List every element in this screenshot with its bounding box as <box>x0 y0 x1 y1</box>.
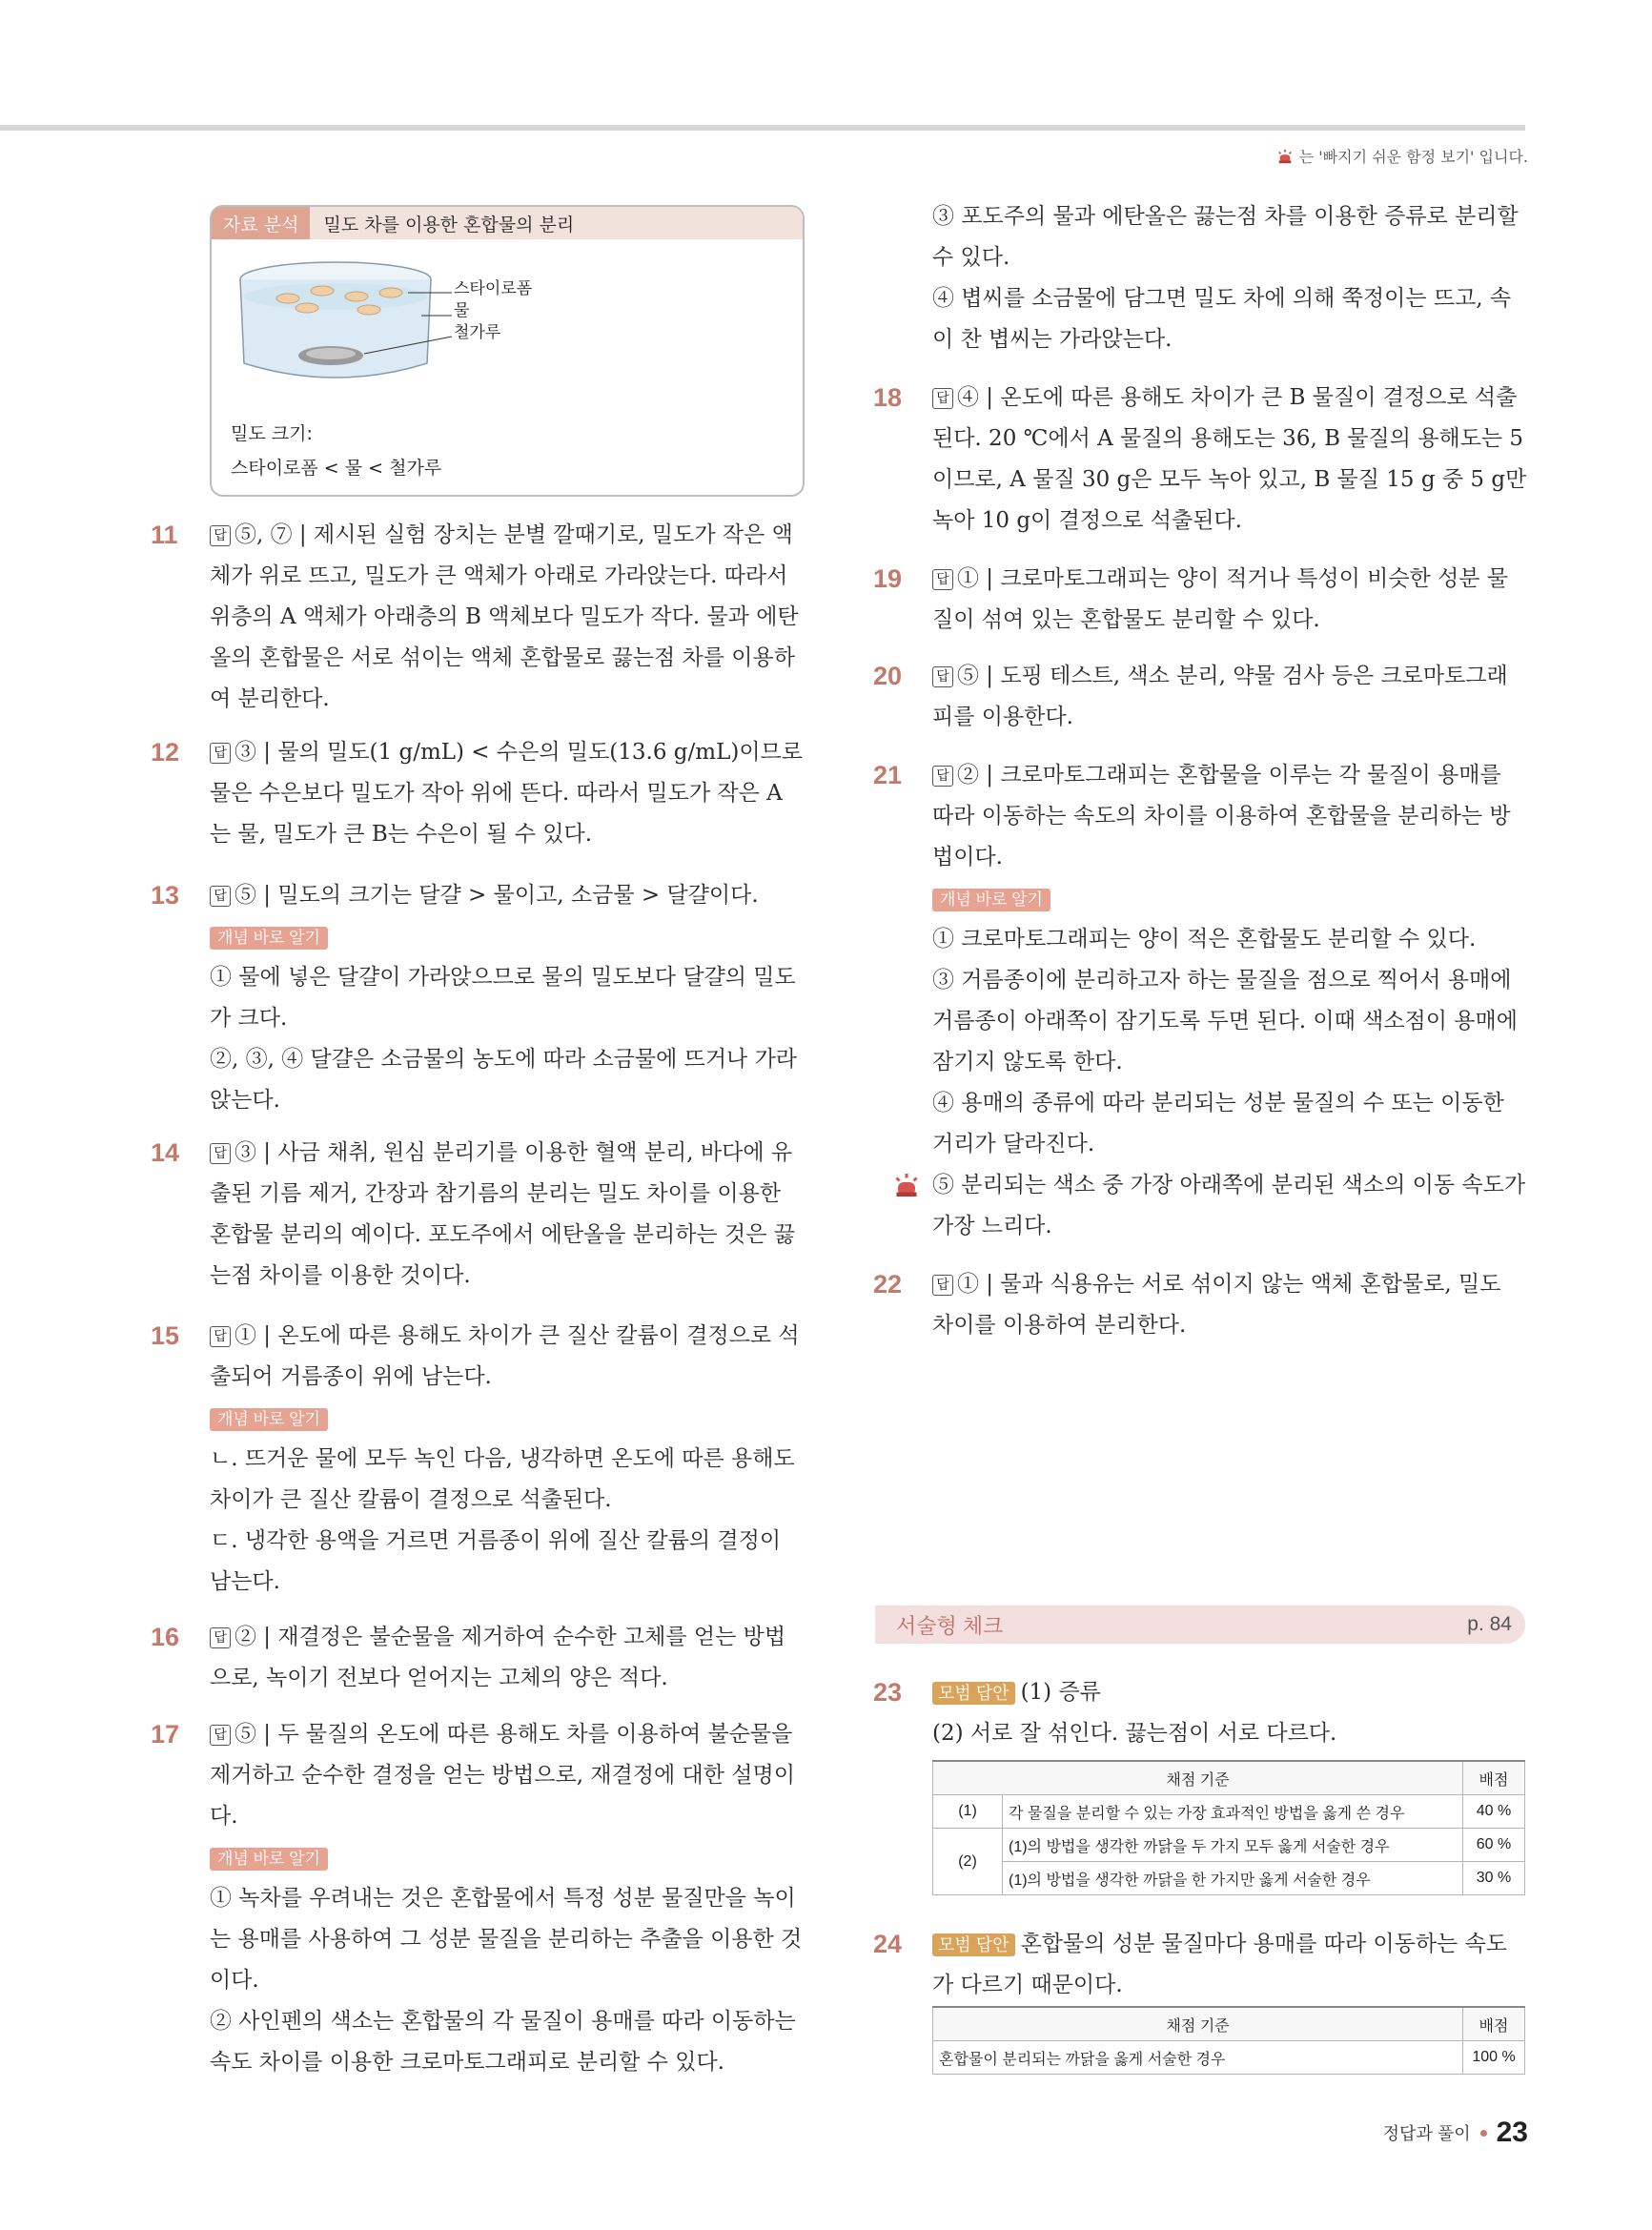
answer-line-1: (1) 증류 <box>1020 1680 1101 1705</box>
table-criterion: (1)의 방법을 생각한 까닭을 한 가지만 옳게 서술한 경우 <box>1003 1862 1463 1895</box>
answer-mark: 답 <box>210 1627 231 1648</box>
question-24 <box>873 1924 1527 2006</box>
concept-tip-label: 개념 바로 알기 <box>210 1848 328 1871</box>
scoring-table-23 <box>932 1760 1525 1895</box>
answer-mark: 답 <box>932 388 953 409</box>
question-20 <box>873 656 1527 738</box>
page-footer <box>1383 2117 1528 2149</box>
box-tag: 자료 분석 <box>212 207 310 239</box>
tip-item: ③ 거름종이에 분리하고자 하는 물질을 점으로 찍어서 용매에 거름종이 아래쪽이 잠기도록 두면 된다. 이때 색소점이 용매에 잠기지 않도록 한다. <box>932 968 1518 1074</box>
beaker-labels <box>454 278 532 344</box>
footer-dot <box>1480 2130 1487 2137</box>
table-criterion: (1)의 방법을 생각한 까닭을 두 가지 모두 옳게 서술한 경우 <box>1003 1829 1463 1862</box>
answer-mark: 답 <box>210 886 231 907</box>
question-number: 21 <box>873 761 903 789</box>
question-text: ③ | 물의 밀도(1 g/mL) < 수은의 밀도(13.6 g/mL)이므로 물은 수은보다 밀도가 작아 위에 뜬다. 따라서 밀도가 작은 A는 물, 밀도가 큰 B는 수은이 될 수 있다. <box>210 740 803 847</box>
page-number: 23 <box>1496 2117 1528 2148</box>
data-analysis-box <box>210 205 805 497</box>
question-text: ④ | 온도에 따른 용해도 차이가 큰 B 물질이 결정으로 석출된다. 20 ℃에서 A 물질의 용해도는 36, B 물질의 용해도는 5이므로, A 물질 30 g은 모두 녹아 있고, B 물질 15 g 중 5 g만 녹아 10 g이 결정으로 석출된다. <box>932 385 1527 533</box>
question-number: 20 <box>873 662 903 690</box>
table-score: 100 % <box>1463 2041 1525 2075</box>
trap-hint-text: 는 '빠지기 쉬운 함정 보기' 입니다. <box>1298 148 1528 166</box>
density-caption <box>231 417 441 485</box>
tip-item: ② 사인펜의 색소는 혼합물의 각 물질이 용매를 따라 이동하는 속도 차이를 이용한 크로마토그래피로 분리할 수 있다. <box>210 2009 796 2075</box>
tip-item: ㄷ. 냉각한 용액을 거르면 거름종이 위에 질산 칼륨의 결정이 남는다. <box>210 1528 782 1594</box>
answer-mark: 답 <box>932 569 953 590</box>
tip-item: ④ 용매의 종류에 따라 분리되는 성분 물질의 수 또는 이동한 거리가 달라진다. <box>932 1091 1504 1156</box>
table-header-score: 배점 <box>1463 2007 1525 2041</box>
tip-item: ㄴ. 뜨거운 물에 모두 녹인 다음, 냉각하면 온도에 따른 용해도 차이가 큰 질산 칼륨이 결정으로 석출된다. <box>210 1446 795 1512</box>
question-number: 13 <box>151 881 180 910</box>
question-19 <box>873 559 1527 641</box>
question-text: ② | 크로마토그래피는 혼합물을 이루는 각 물질이 용매를 따라 이동하는 속도의 차이를 이용하여 혼합물을 분리하는 방법이다. <box>932 763 1511 869</box>
table-part: (1) <box>933 1795 1003 1829</box>
question-text: ③ | 사금 채취, 원심 분리기를 이용한 혈액 분리, 바다에 유출된 기름 제거, 간장과 참기름의 분리는 밀도 차이를 이용한 혼합물 분리의 예이다. 포도주에서 에탄올을 분리하는 것은 끓는점 차이를 이용한 것이다. <box>210 1140 795 1288</box>
answer-mark: 답 <box>210 1326 231 1347</box>
question-text: ⑤, ⑦ | 제시된 실험 장치는 분별 깔때기로, 밀도가 작은 액체가 위로 뜨고, 밀도가 큰 액체가 아래로 가라앉는다. 따라서 위층의 A 액체가 아래층의 B 액체보다 밀도가 작다. 물과 에탄올의 혼합물은 서로 섞이는 액체 혼합물로 끓는점 차를 이용하여 분리한다. <box>210 522 799 711</box>
question-21 <box>873 755 1527 1247</box>
trap-hint <box>1276 145 1528 167</box>
answer-mark: 답 <box>932 666 953 687</box>
tip-item: ⑤ 분리되는 색소 중 가장 아래쪽에 분리된 색소의 이동 속도가 가장 느리다. <box>932 1173 1526 1238</box>
label-water: 물 <box>454 301 470 320</box>
box-title: 밀도 차를 이용한 혼합물의 분리 <box>323 214 575 235</box>
question-22 <box>873 1264 1527 1346</box>
question-number: 19 <box>873 564 903 593</box>
tip-item: ②, ③, ④ 달걀은 소금물의 농도에 따라 소금물에 뜨거나 가라앉는다. <box>210 1047 797 1113</box>
label-styrofoam: 스타이로폼 <box>454 279 533 298</box>
question-number: 18 <box>873 383 903 412</box>
essay-check-header <box>875 1606 1525 1644</box>
table-criterion: 혼합물이 분리되는 까닭을 옳게 서술한 경우 <box>933 2041 1463 2075</box>
tip-item: ③ 포도주의 물과 에탄올은 끓는점 차를 이용한 증류로 분리할 수 있다. <box>932 204 1519 270</box>
label-iron-powder: 철가루 <box>454 323 501 342</box>
footer-label: 정답과 풀이 <box>1382 2124 1471 2143</box>
question-14 <box>151 1133 803 1297</box>
question-15 <box>151 1316 803 1603</box>
table-criterion: 각 물질을 분리할 수 있는 가장 효과적인 방법을 옳게 쓴 경우 <box>1003 1795 1463 1829</box>
model-answer-label: 모범 답안 <box>932 1682 1015 1705</box>
essay-check-page: p. 84 <box>1467 1613 1512 1635</box>
tip-item: ① 물에 넣은 달걀이 가라앉으므로 물의 밀도보다 달걀의 밀도가 크다. <box>210 965 796 1031</box>
question-text: ⑤ | 두 물질의 온도에 따른 용해도 차를 이용하여 불순물을 제거하고 순수한 결정을 얻는 방법으로, 재결정에 대한 설명이다. <box>210 1722 795 1829</box>
question-text: ① | 온도에 따른 용해도 차이가 큰 질산 칼륨이 결정으로 석출되어 거름종이 위에 남는다. <box>210 1323 800 1389</box>
answer-mark: 답 <box>932 1275 953 1296</box>
model-answer-label: 모범 답안 <box>932 1933 1015 1956</box>
tip-item: ④ 볍씨를 소금물에 담그면 밀도 차에 의해 쭉정이는 뜨고, 속이 찬 볍씨는 가라앉는다. <box>932 286 1512 352</box>
answer-text: 혼합물의 성분 물질마다 용매를 따라 이동하는 속도가 다르기 때문이다. <box>932 1932 1508 1997</box>
answer-mark: 답 <box>210 525 231 546</box>
question-number: 15 <box>151 1321 180 1350</box>
table-part: (2) <box>933 1829 1003 1895</box>
concept-tip-label: 개념 바로 알기 <box>210 927 328 950</box>
question-17 <box>151 1714 803 2083</box>
answer-mark: 답 <box>210 743 231 764</box>
density-caption-order: 스타이로폼 < 물 < 철가루 <box>231 458 442 479</box>
table-header-criterion: 채점 기준 <box>933 2007 1463 2041</box>
concept-tip-label: 개념 바로 알기 <box>932 889 1050 911</box>
question-18 <box>873 378 1527 542</box>
question-17-continued <box>932 196 1527 360</box>
question-number: 12 <box>151 738 180 767</box>
question-12 <box>151 732 803 855</box>
table-score: 30 % <box>1463 1862 1525 1895</box>
question-text: ① | 크로마토그래피는 양이 적거나 특성이 비슷한 성분 물질이 섞여 있는 혼합물도 분리할 수 있다. <box>932 566 1509 632</box>
question-number: 24 <box>873 1930 903 1958</box>
table-score: 60 % <box>1463 1829 1525 1862</box>
question-number: 23 <box>873 1678 903 1707</box>
top-divider <box>0 125 1525 131</box>
question-number: 16 <box>151 1623 180 1651</box>
question-number: 22 <box>873 1270 903 1299</box>
answer-line-2: (2) 서로 잘 섞인다. 끓는점이 서로 다르다. <box>932 1721 1337 1746</box>
question-23 <box>873 1672 1527 1754</box>
table-score: 40 % <box>1463 1795 1525 1829</box>
box-header <box>212 207 803 239</box>
answer-mark: 답 <box>210 1143 231 1164</box>
density-caption-title: 밀도 크기: <box>231 423 313 444</box>
question-text: ⑤ | 도핑 테스트, 색소 분리, 약물 검사 등은 크로마토그래피를 이용한다. <box>932 664 1508 729</box>
table-header-criterion: 채점 기준 <box>933 1761 1463 1795</box>
scoring-table-24 <box>932 2006 1525 2075</box>
question-16 <box>151 1617 803 1699</box>
question-number: 11 <box>151 521 178 549</box>
question-text: ⑤ | 밀도의 크기는 달걀 > 물이고, 소금물 > 달걀이다. <box>235 883 759 908</box>
trap-alarm-icon <box>892 1171 921 1199</box>
alarm-icon <box>1276 148 1294 165</box>
tip-item: ① 녹차를 우려내는 것은 혼합물에서 특정 성분 물질만을 녹이는 용매를 사용하여 그 성분 물질을 분리하는 추출을 이용한 것이다. <box>210 1886 803 1993</box>
answer-mark: 답 <box>932 766 953 787</box>
table-header-score: 배점 <box>1463 1761 1525 1795</box>
question-11 <box>151 515 803 720</box>
question-13 <box>151 875 803 1121</box>
tip-item: ① 크로마토그래피는 양이 적은 혼합물도 분리할 수 있다. <box>932 927 1477 951</box>
answer-mark: 답 <box>210 1725 231 1746</box>
question-number: 14 <box>151 1138 180 1167</box>
question-number: 17 <box>151 1720 180 1749</box>
concept-tip-label: 개념 바로 알기 <box>210 1408 328 1431</box>
essay-check-title: 서술형 체크 <box>896 1613 1004 1638</box>
question-text: ② | 재결정은 불순물을 제거하여 순수한 고체를 얻는 방법으로, 녹이기 전보다 얻어지는 고체의 양은 적다. <box>210 1625 786 1690</box>
question-text: ① | 물과 식용유는 서로 섞이지 않는 액체 혼합물로, 밀도 차이를 이용하여 분리한다. <box>932 1272 1501 1338</box>
